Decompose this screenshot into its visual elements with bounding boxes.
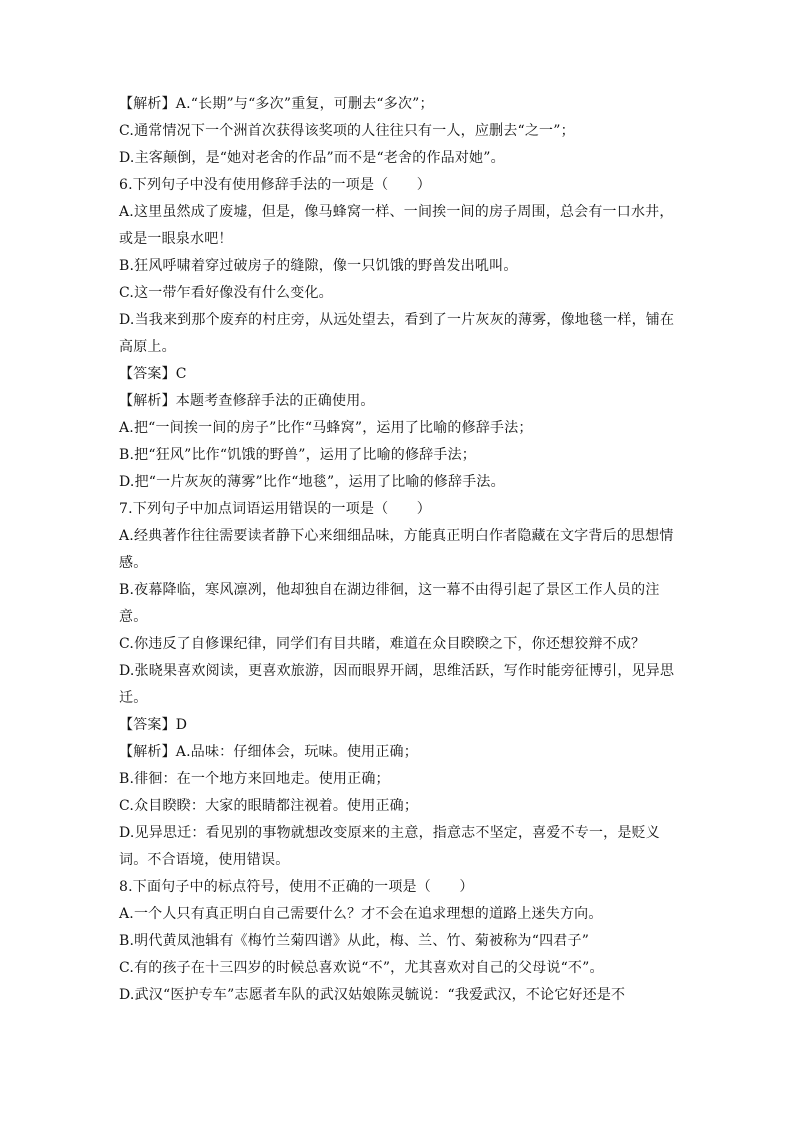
text-line: C.通常情况下一个洲首次获得该奖项的人往往只有一人，应删去“之一”；: [119, 123, 575, 139]
option-line: C.你违反了自修课纪律，同学们有目共睹，难道在众目睽睽之下，你还想狡辩不成？: [119, 636, 646, 652]
answer-line: 【答案】C: [119, 366, 187, 382]
option-line: C.有的孩子在十三四岁的时候总喜欢说“不”，尤其喜欢对自己的父母说“不”。: [119, 960, 604, 976]
text-line: 词。不合语境，使用错误。: [119, 852, 290, 868]
analysis-line: 【解析】A.品味：仔细体会，玩味。使用正确；: [119, 744, 418, 760]
option-line: 意。: [119, 609, 148, 625]
text-line: D.见异思迁：看见别的事物就想改变原来的主意，指意志不坚定，喜爱不专一，是贬义: [119, 825, 660, 841]
text-line: 【解析】A.“长期”与“多次”重复，可删去“多次”；: [119, 96, 434, 112]
text-line: B.徘徊：在一个地方来回地走。使用正确；: [119, 771, 390, 787]
option-line: A.一个人只有真正明白自己需要什么？才不会在追求理想的道路上迷失方向。: [119, 906, 603, 922]
option-line: 感。: [119, 555, 148, 571]
answer-line: 【答案】D: [119, 717, 188, 733]
text-line: C.众目睽睽：大家的眼睛都注视着。使用正确；: [119, 798, 419, 814]
question-stem: 7.下列句子中加点词语运用错误的一项是（ ）: [119, 501, 431, 517]
analysis-line: 【解析】本题考查修辞手法的正确使用。: [119, 393, 375, 409]
text-line: D.主客颠倒，是“她对老舍的作品”而不是“老舍的作品对她”。: [119, 150, 505, 166]
text-line: D.把“一片灰灰的薄雾”比作“地毯”，运用了比喻的修辞手法。: [119, 474, 505, 490]
option-line: 或是一眼泉水吧！: [119, 231, 233, 247]
option-line: D.武汉“医护专车”志愿者车队的武汉姑娘陈灵毓说：“我爱武汉，不论它好还是不: [119, 987, 626, 1003]
text-line: B.把“狂风”比作“饥饿的野兽”，运用了比喻的修辞手法；: [119, 447, 476, 463]
option-line: D.当我来到那个废弃的村庄旁，从远处望去，看到了一片灰灰的薄雾，像地毯一样，铺在: [119, 312, 675, 328]
option-line: B.狂风呼啸着穿过破房子的缝隙，像一只饥饿的野兽发出吼叫。: [119, 258, 518, 274]
option-line: B.明代黄凤池辑有《梅竹兰菊四谱》从此，梅、兰、竹、菊被称为“四君子”: [119, 933, 590, 949]
question-stem: 8.下面句子中的标点符号，使用不正确的一项是（ ）: [119, 879, 474, 895]
option-line: A.这里虽然成了废墟，但是，像马蜂窝一样、一间挨一间的房子周围，总会有一口水井，: [119, 204, 674, 220]
option-line: A.经典著作往往需要读者静下心来细细品味，方能真正明白作者隐藏在文字背后的思想情: [119, 528, 674, 544]
option-line: 迁。: [119, 690, 148, 706]
option-line: C.这一带乍看好像没有什么变化。: [119, 285, 333, 301]
option-line: 高原上。: [119, 339, 176, 355]
text-line: A.把“一间挨一间的房子”比作“马蜂窝”，运用了比喻的修辞手法；: [119, 420, 533, 436]
option-line: D.张晓果喜欢阅读，更喜欢旅游，因而眼界开阔，思维活跃，写作时能旁征博引，见异思: [119, 663, 675, 679]
question-stem: 6.下列句子中没有使用修辞手法的一项是（ ）: [119, 177, 431, 193]
document-body: [119, 91, 679, 1009]
option-line: B.夜幕降临，寒风凛冽，他却独自在湖边徘徊，这一幕不由得引起了景区工作人员的注: [119, 582, 660, 598]
